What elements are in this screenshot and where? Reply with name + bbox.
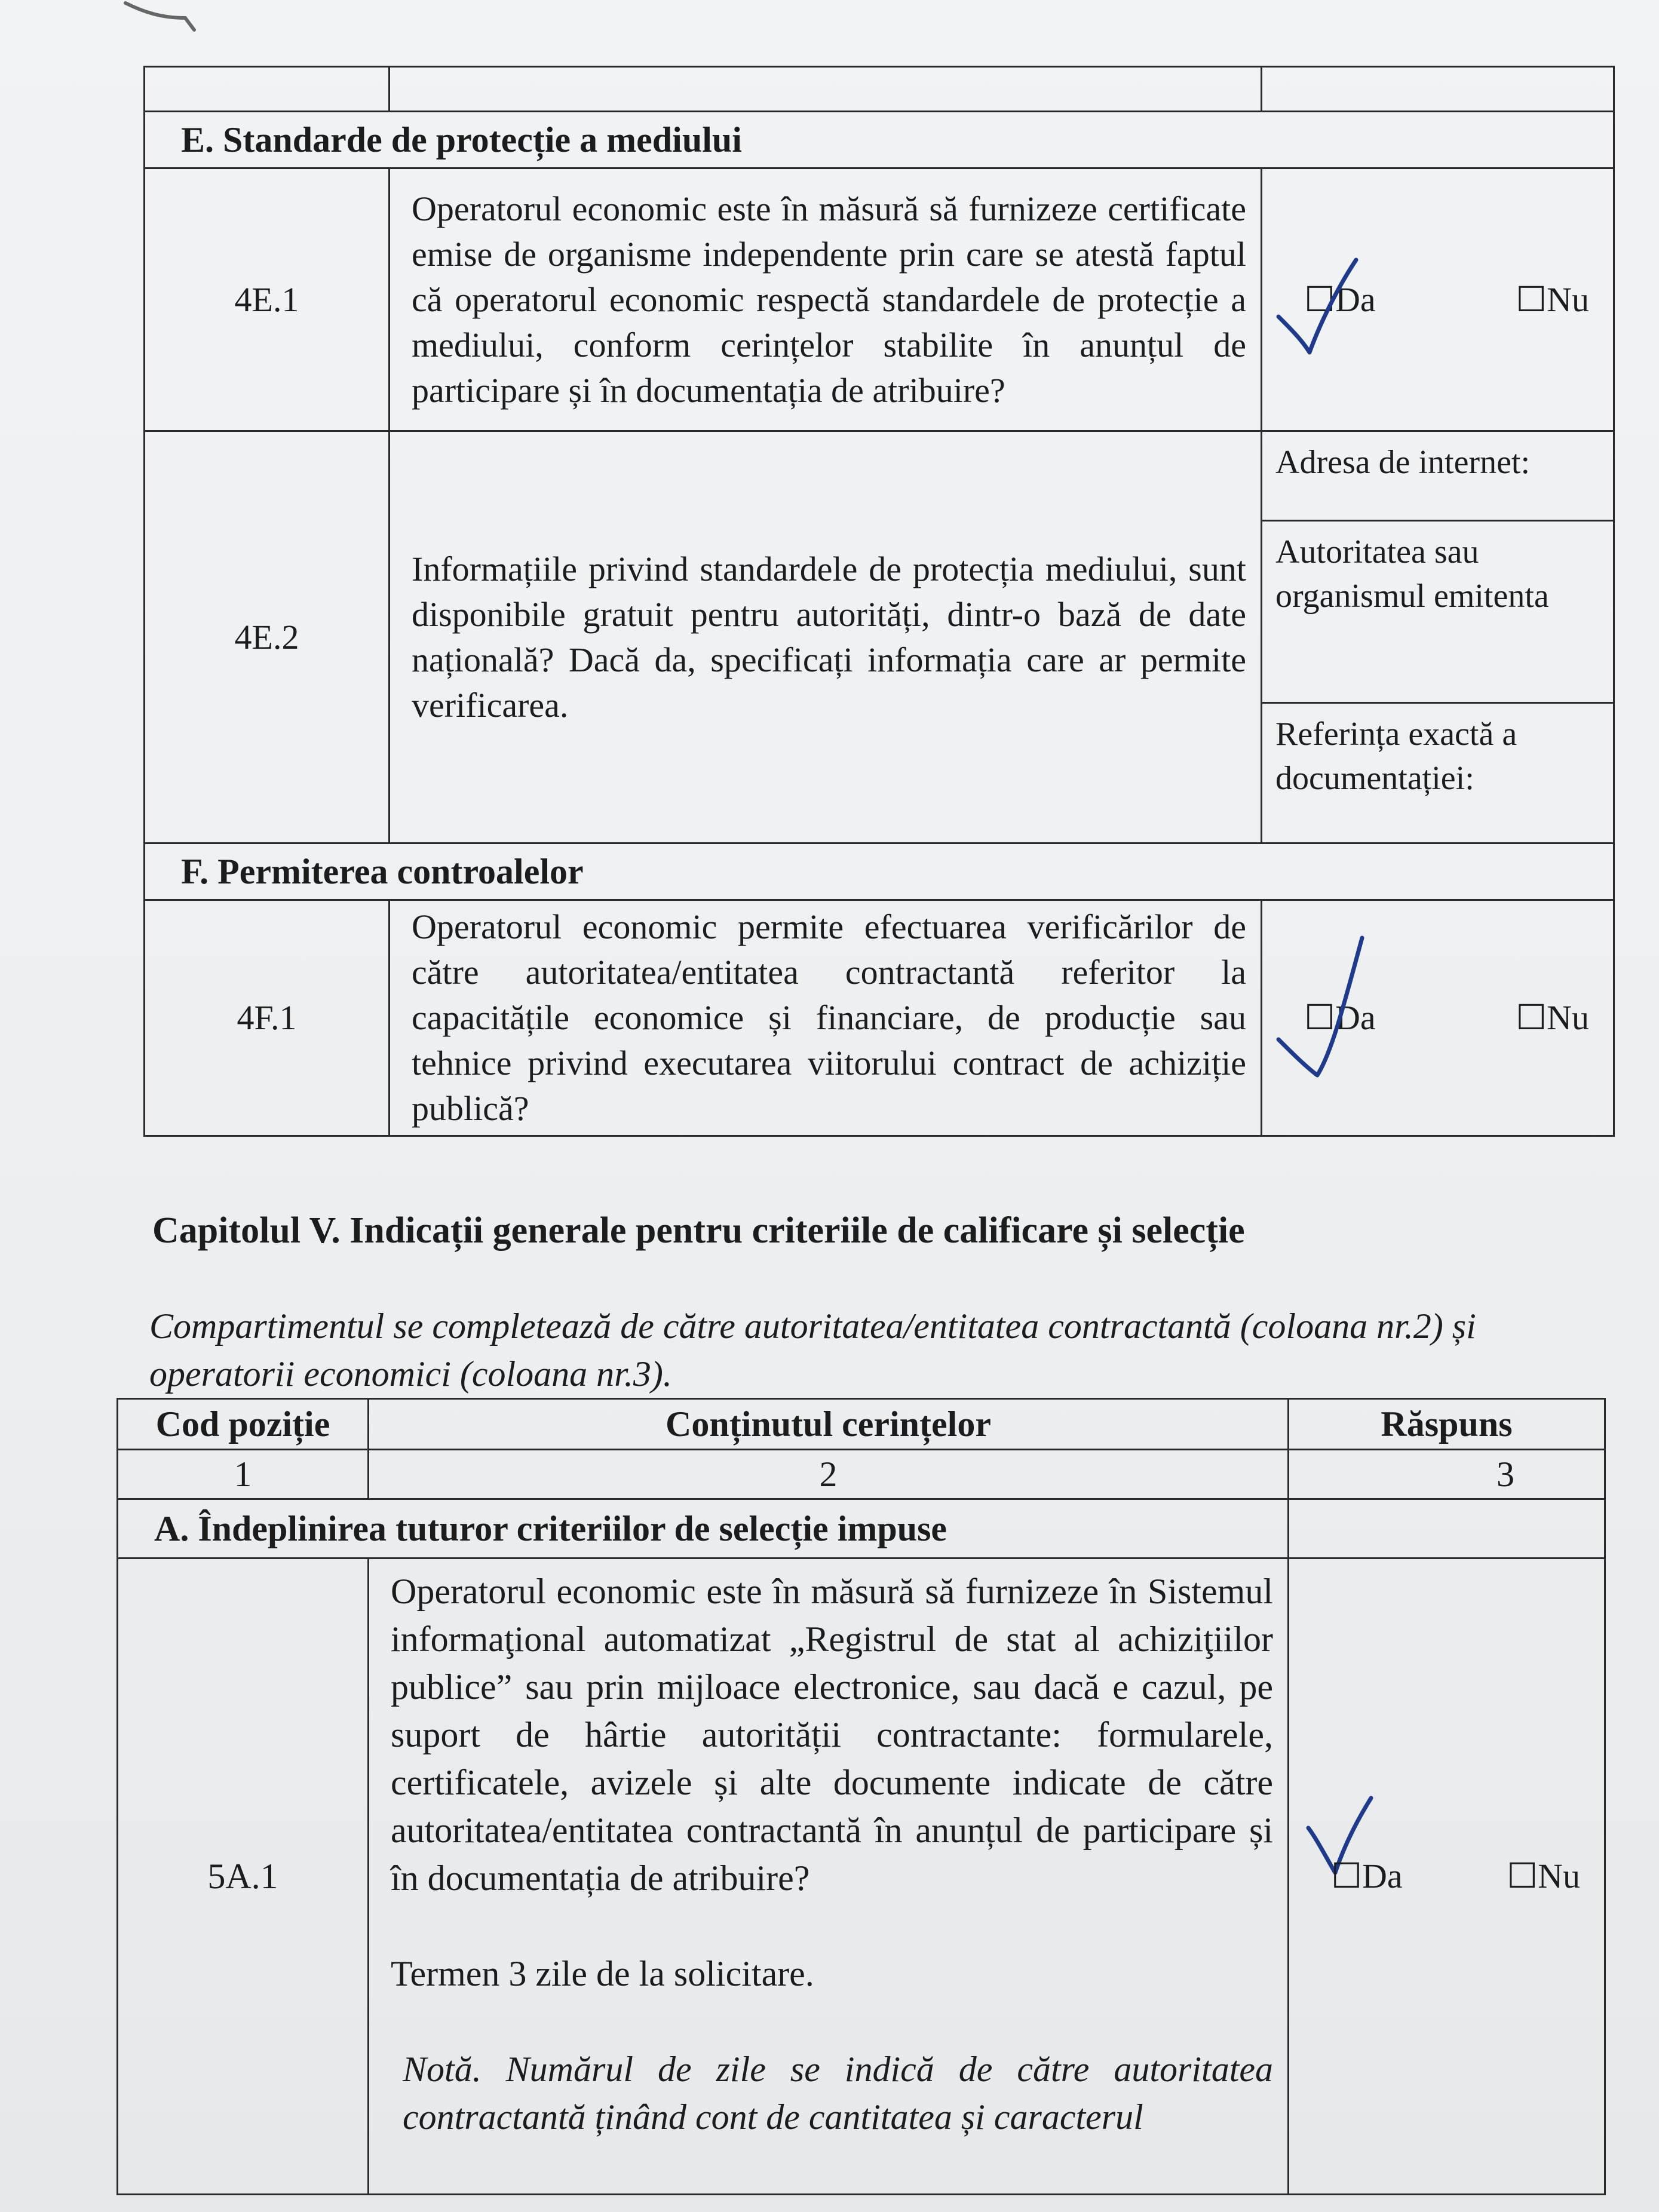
no-checkbox-4e1[interactable]: ☐Nu — [1516, 280, 1589, 319]
requirement-4e2: Informațiile privind standardele de protecția mediului, sunt disponibile gratuit pentru autorități, dintr-o bază de date națională? Dacă da, specificați informația care ar permite verificarea. — [390, 431, 1262, 843]
column-number-3: 3 — [1289, 1450, 1605, 1499]
section-e-heading: E. Standarde de protecție a mediului — [145, 112, 1614, 168]
staple-mark — [119, 0, 203, 42]
issuing-authority-field[interactable]: Autoritatea sau organismul emitenta — [1262, 521, 1614, 703]
yes-checkbox-4f1[interactable]: ☐Da — [1304, 998, 1376, 1037]
section-a-heading: A. Îndeplinirea tuturor criteriilor de selecție impuse — [118, 1499, 1289, 1558]
requirement-5a1 — [369, 1558, 1289, 2195]
requirement-5a1-text: Operatorul economic este în măsură să furnizeze în Sistemul informaţional automatizat „Registrul de stat al achiziţiilor publice” sau prin mijloace electronice, sau dacă e cazul, pe suport de hârtie autorității contractante: formularele, certificatele, avizele și alte documente indicate de către autoritatea/entitatea contractantă în anunțul de participare și în documentația de atribuire? — [391, 1572, 1273, 1898]
yes-checkbox-5a1[interactable]: ☐Da — [1331, 1857, 1403, 1895]
answer-4f1 — [1262, 900, 1614, 1136]
chapter-title: Capitolul V. Indicații generale pentru criteriile de calificare și selecție — [152, 1210, 1245, 1251]
requirement-5a1-note: Notă. Numărul de zile se indică de către autoritatea contractantă ținând cont de cantitatea și caracterul — [403, 2050, 1273, 2137]
column-number-2: 2 — [369, 1450, 1289, 1499]
answer-4e1 — [1262, 168, 1614, 431]
code-4e1: 4E.1 — [145, 168, 390, 431]
environment-standards-table — [143, 66, 1615, 1137]
internet-address-field[interactable]: Adresa de internet: — [1262, 431, 1614, 521]
yes-checkbox-4e1[interactable]: ☐Da — [1304, 280, 1376, 319]
code-4e2: 4E.2 — [145, 431, 390, 843]
section-f-heading: F. Permiterea controalelor — [145, 843, 1614, 900]
header-code: Cod poziție — [118, 1399, 369, 1450]
requirement-4f1: Operatorul economic permite efectuarea verificărilor de către autoritatea/entitatea contractantă referitor la capacitățile economice și financiare, de producție sau tehnice privind executarea viitorului contract de achiziție publică? — [390, 900, 1262, 1136]
selection-criteria-table — [116, 1398, 1606, 2195]
header-content: Conținutul cerințelor — [369, 1399, 1289, 1450]
code-4f1: 4F.1 — [145, 900, 390, 1136]
no-checkbox-4f1[interactable]: ☐Nu — [1516, 998, 1589, 1037]
answer-5a1 — [1289, 1558, 1605, 2195]
no-checkbox-5a1[interactable]: ☐Nu — [1507, 1857, 1580, 1895]
column-number-1: 1 — [118, 1450, 369, 1499]
chapter-note: Compartimentul se completează de către autoritatea/entitatea contractantă (coloana nr.2) și operatorii economici (coloana nr.3). — [149, 1306, 1476, 1394]
requirement-4e1: Operatorul economic este în măsură să furnizeze certificate emise de organisme independente prin care se atestă faptul că operatorul economic respectă standardele de protecție a mediului, conform cerințelor stabilite în anunțul de participare și în documentația de atribuire? — [390, 168, 1262, 431]
code-5a1: 5A.1 — [118, 1558, 369, 2195]
documentation-reference-field[interactable]: Referința exactă a documentației: — [1262, 703, 1614, 843]
header-answer: Răspuns — [1289, 1399, 1605, 1450]
requirement-5a1-term: Termen 3 zile de la solicitare. — [391, 1954, 814, 1993]
